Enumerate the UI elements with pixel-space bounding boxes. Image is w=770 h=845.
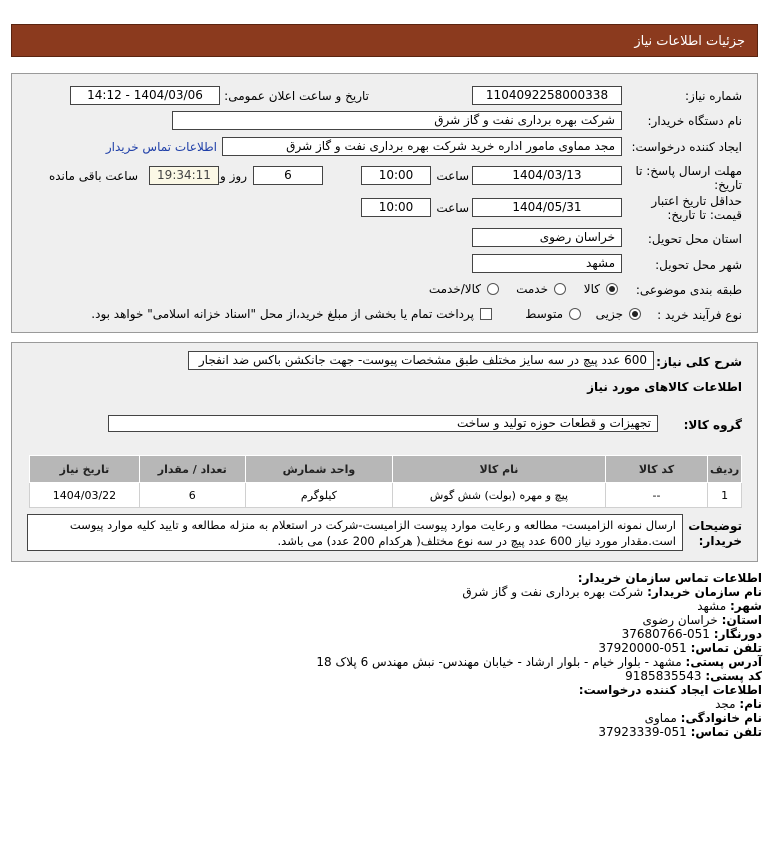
validity-time-field: 10:00	[361, 198, 431, 217]
contact-address: آدرس پستی: مشهد - بلوار خیام - بلوار ارشاد - خیابان مهندس- نبش مهندس 6 پلاک 18	[316, 655, 762, 669]
col-row: ردیف	[708, 456, 742, 483]
contact-title: اطلاعات تماس سازمان خریدار:	[577, 571, 762, 585]
category-option-goods-service: کالا/خدمت	[428, 282, 481, 296]
col-name: نام کالا	[393, 456, 605, 483]
deadline-label-2: تاریخ:	[714, 178, 742, 192]
creator-label: ایجاد کننده درخواست:	[631, 140, 742, 154]
treasury-payment-text: پرداخت تمام یا بخشی از مبلغ خرید،از محل "اسناد خزانه اسلامی" خواهد بود.	[91, 307, 474, 321]
buyer-org-field: شرکت بهره برداری نفت و گاز شرق	[172, 111, 622, 130]
category-label: طبقه بندی موضوعی:	[635, 283, 742, 297]
cell-quantity: 6	[139, 483, 245, 508]
creator-info-title: اطلاعات ایجاد کننده درخواست:	[578, 683, 762, 697]
category-option-goods: کالا	[583, 282, 600, 296]
announce-field: 1404/03/06 - 14:12	[70, 86, 220, 105]
category-option-service: خدمت	[516, 282, 548, 296]
contact-province: استان: خراسان رضوی	[642, 613, 762, 627]
contact-city: شهر: مشهد	[697, 599, 762, 613]
process-label: نوع فرآیند خرید :	[657, 308, 742, 322]
announce-label: تاریخ و ساعت اعلان عمومی:	[224, 89, 369, 103]
days-label: روز و	[220, 169, 247, 183]
col-need-date: تاریخ نیاز	[30, 456, 140, 483]
col-quantity: تعداد / مقدار	[139, 456, 245, 483]
col-code: کد کالا	[605, 456, 708, 483]
validity-time-label: ساعت	[436, 201, 469, 215]
process-option-minor: جزیی	[595, 307, 623, 321]
table-row	[30, 483, 742, 508]
creator-last-name: نام خانوادگی: مماوی	[644, 711, 762, 725]
summary-field: 600 عدد پیچ در سه سایز مختلف طبق مشخصات پیوست- جهت جانکشن باکس ضد انفجار	[188, 351, 654, 370]
validity-date-field: 1404/05/31	[472, 198, 622, 217]
city-label: شهر محل تحویل:	[655, 258, 742, 272]
deadline-label-1: مهلت ارسال پاسخ: تا	[635, 164, 742, 178]
buyer-org-label: نام دستگاه خریدار:	[647, 114, 742, 128]
page-header	[11, 24, 758, 57]
goods-group-label: گروه کالا:	[683, 418, 742, 432]
contact-phone: تلفن تماس: 051-37920000	[598, 641, 762, 655]
process-radio-medium[interactable]	[569, 308, 581, 320]
validity-label-2: قیمت: تا تاریخ:	[667, 208, 742, 222]
treasury-payment-checkbox[interactable]	[480, 308, 492, 320]
col-unit: واحد شمارش	[245, 456, 393, 483]
contact-fax: دورنگار: 051-37680766	[621, 627, 762, 641]
goods-group-field: تجهیزات و قطعات حوزه تولید و ساخت	[108, 415, 658, 432]
summary-label: شرح کلی نیاز:	[656, 355, 742, 369]
contact-postal: کد پستی: 9185835543	[625, 669, 762, 683]
deadline-time-label: ساعت	[436, 169, 469, 183]
remaining-time-field: 19:34:11	[149, 166, 219, 185]
category-radio-goods[interactable]	[606, 283, 618, 295]
creator-field: مجد مماوی مامور اداره خرید شرکت بهره برداری نفت و گاز شرق	[222, 137, 622, 156]
buyer-notes-text: ارسال نمونه الزامیست- مطالعه و رعایت موارد پیوست الزامیست-شرکت در استعلام به منزله مطالعه و تایید کلیه موارد پیوست است.مقدار مورد نیاز 600 عدد پیچ در سه نوع مختلف( هرکدام 200 عدد) می باشد.	[27, 514, 683, 551]
creator-first-name: نام: مجد	[715, 697, 762, 711]
buyer-notes-label-1: توضیحات	[688, 519, 742, 533]
goods-section-title: اطلاعات کالاهای مورد نیاز	[587, 380, 742, 394]
days-field: 6	[253, 166, 323, 185]
cell-row: 1	[708, 483, 742, 508]
process-option-medium: متوسط	[525, 307, 563, 321]
process-radio-minor[interactable]	[629, 308, 641, 320]
category-radio-service[interactable]	[554, 283, 566, 295]
province-field: خراسان رضوی	[472, 228, 622, 247]
deadline-date-field: 1404/03/13	[472, 166, 622, 185]
need-number-label: شماره نیاز:	[685, 89, 742, 103]
cell-need-date: 1404/03/22	[30, 483, 140, 508]
goods-table-header	[30, 456, 742, 483]
page-title: جزئیات اطلاعات نیاز	[634, 34, 745, 49]
need-number-field: 1104092258000338	[472, 86, 622, 105]
validity-label-1: حداقل تاریخ اعتبار	[651, 194, 742, 208]
buyer-notes-label-2: خریدار:	[698, 534, 742, 548]
goods-table	[29, 455, 742, 508]
contact-buyer-name: نام سازمان خریدار: شرکت بهره برداری نفت و گاز شرق	[462, 585, 762, 599]
category-radio-goods-service[interactable]	[487, 283, 499, 295]
city-field: مشهد	[472, 254, 622, 273]
cell-name: پیچ و مهره (بولت) شش گوش	[393, 483, 605, 508]
cell-code: --	[605, 483, 708, 508]
province-label: استان محل تحویل:	[647, 232, 742, 246]
buyer-contact-link[interactable]: اطلاعات تماس خریدار	[105, 140, 217, 154]
remaining-label: ساعت باقی مانده	[48, 169, 138, 183]
cell-unit: کیلوگرم	[245, 483, 393, 508]
creator-phone: تلفن تماس: 051-37923339	[598, 725, 762, 739]
deadline-time-field: 10:00	[361, 166, 431, 185]
